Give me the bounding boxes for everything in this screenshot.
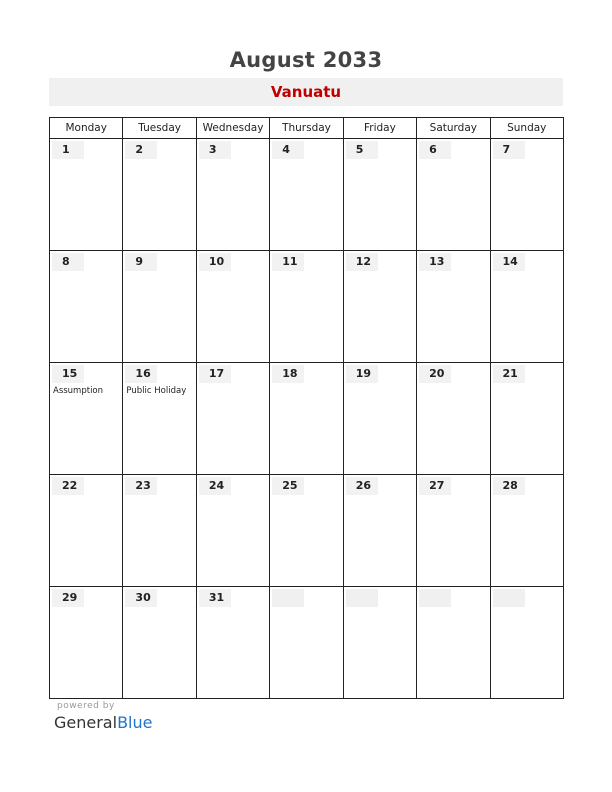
- day-number: 11: [272, 253, 304, 271]
- day-cell[interactable]: [343, 363, 416, 475]
- day-cell[interactable]: [490, 139, 563, 251]
- day-cell[interactable]: [417, 475, 490, 587]
- week-row: [50, 139, 564, 251]
- day-number: 20: [419, 365, 451, 383]
- week-row: [50, 475, 564, 587]
- weekday-header: Friday: [343, 118, 416, 139]
- day-number: 3: [199, 141, 231, 159]
- day-cell[interactable]: [417, 251, 490, 363]
- weekday-header: Tuesday: [123, 118, 196, 139]
- day-cell[interactable]: [50, 587, 123, 699]
- day-number: [272, 589, 304, 607]
- day-number: 15: [52, 365, 84, 383]
- day-cell[interactable]: [196, 251, 269, 363]
- brand-general: General: [54, 713, 118, 732]
- day-number: 18: [272, 365, 304, 383]
- day-number: 21: [493, 365, 525, 383]
- day-number: 26: [346, 477, 378, 495]
- day-cell[interactable]: [417, 587, 490, 699]
- day-cell[interactable]: [123, 251, 196, 363]
- weekday-header: Wednesday: [196, 118, 269, 139]
- day-number: 27: [419, 477, 451, 495]
- day-number: 29: [52, 589, 84, 607]
- day-cell[interactable]: [123, 587, 196, 699]
- day-number: 1: [52, 141, 84, 159]
- day-cell[interactable]: [123, 475, 196, 587]
- day-cell[interactable]: [123, 363, 196, 475]
- day-number: 9: [125, 253, 157, 271]
- generalblue-logo[interactable]: [54, 713, 152, 732]
- weekday-header: Saturday: [417, 118, 490, 139]
- day-number: 4: [272, 141, 304, 159]
- weekday-header-row: [50, 118, 564, 139]
- holiday-label: Public Holiday: [126, 386, 187, 396]
- day-number: [493, 589, 525, 607]
- day-number: 12: [346, 253, 378, 271]
- week-row: [50, 363, 564, 475]
- calendar-title: August 2033: [229, 48, 383, 72]
- day-number: 7: [493, 141, 525, 159]
- week-row: [50, 251, 564, 363]
- day-number: 22: [52, 477, 84, 495]
- day-number: 19: [346, 365, 378, 383]
- country-name: Vanuatu: [270, 83, 342, 101]
- day-cell[interactable]: [490, 587, 563, 699]
- day-cell[interactable]: [196, 139, 269, 251]
- day-number: 10: [199, 253, 231, 271]
- day-cell[interactable]: [50, 363, 123, 475]
- weekday-header: Sunday: [490, 118, 563, 139]
- day-number: 5: [346, 141, 378, 159]
- day-number: [346, 589, 378, 607]
- powered-by-label: powered by: [57, 701, 115, 711]
- day-cell[interactable]: [50, 475, 123, 587]
- day-cell[interactable]: [343, 587, 416, 699]
- day-number: 14: [493, 253, 525, 271]
- day-cell[interactable]: [270, 475, 343, 587]
- day-number: 13: [419, 253, 451, 271]
- day-number: 2: [125, 141, 157, 159]
- day-number: 24: [199, 477, 231, 495]
- day-cell[interactable]: [343, 251, 416, 363]
- day-number: 23: [125, 477, 157, 495]
- day-cell[interactable]: [270, 139, 343, 251]
- country-banner: [49, 78, 563, 106]
- weekday-header: Thursday: [270, 118, 343, 139]
- day-cell[interactable]: [123, 139, 196, 251]
- day-cell[interactable]: [343, 475, 416, 587]
- day-cell[interactable]: [196, 587, 269, 699]
- day-number: 30: [125, 589, 157, 607]
- day-number: 8: [52, 253, 84, 271]
- day-number: [419, 589, 451, 607]
- day-cell[interactable]: [196, 363, 269, 475]
- day-number: 25: [272, 477, 304, 495]
- day-cell[interactable]: [490, 251, 563, 363]
- day-cell[interactable]: [490, 363, 563, 475]
- day-cell[interactable]: [343, 139, 416, 251]
- day-cell[interactable]: [417, 363, 490, 475]
- day-cell[interactable]: [490, 475, 563, 587]
- day-cell[interactable]: [50, 139, 123, 251]
- day-cell[interactable]: [417, 139, 490, 251]
- day-number: 16: [125, 365, 157, 383]
- day-cell[interactable]: [50, 251, 123, 363]
- brand-blue: Blue: [117, 713, 153, 732]
- day-cell[interactable]: [270, 587, 343, 699]
- day-number: 6: [419, 141, 451, 159]
- weekday-header: Monday: [50, 118, 123, 139]
- holiday-label: Assumption: [53, 386, 104, 396]
- day-cell[interactable]: [270, 363, 343, 475]
- calendar-grid: [49, 117, 564, 699]
- day-number: 31: [199, 589, 231, 607]
- day-number: 28: [493, 477, 525, 495]
- day-cell[interactable]: [270, 251, 343, 363]
- day-number: 17: [199, 365, 231, 383]
- day-cell[interactable]: [196, 475, 269, 587]
- week-row: [50, 587, 564, 699]
